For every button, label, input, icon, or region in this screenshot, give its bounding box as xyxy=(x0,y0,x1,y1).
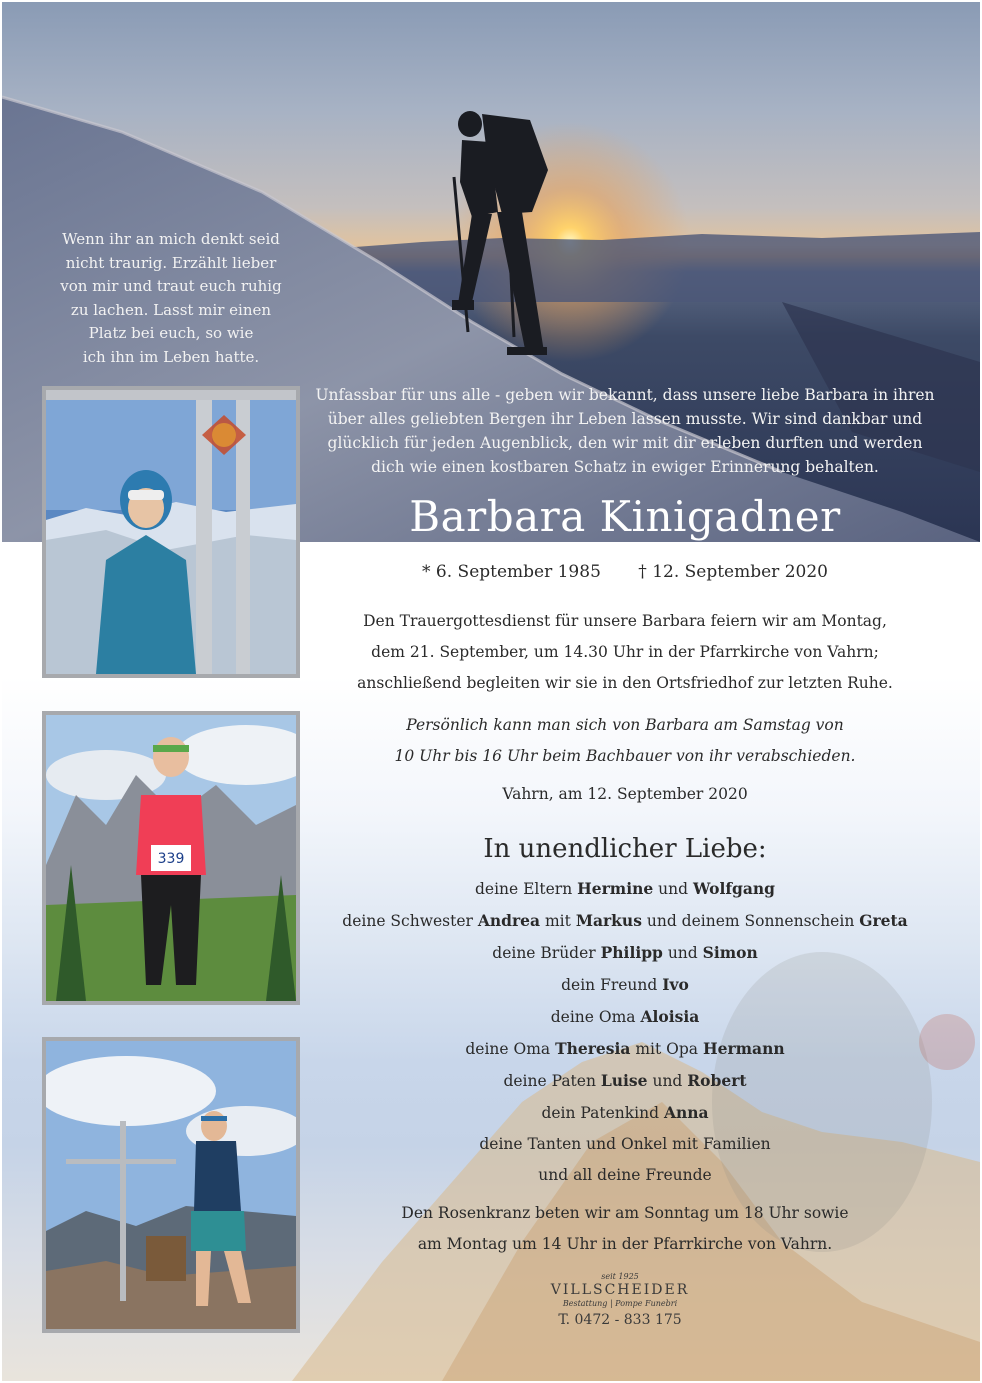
logo-phone: T. 0472 - 833 175 xyxy=(558,1312,682,1328)
quote-line: Wenn ihr an mich denkt seid xyxy=(62,230,280,248)
mourner-line xyxy=(310,1065,940,1097)
mourner-relation: mit xyxy=(540,912,576,930)
mourner-relation: deine Tanten und Onkel mit Familien xyxy=(479,1135,771,1153)
mourner-name: Greta xyxy=(859,911,908,930)
mourner-line xyxy=(310,1129,940,1160)
announcement-line: glücklich für jeden Augenblick, den wir mit dir erleben durften und werden xyxy=(327,434,923,452)
mourner-name: Luise xyxy=(600,1071,648,1090)
photo-summit-cross xyxy=(42,386,300,678)
quote-line: nicht traurig. Erzählt lieber xyxy=(65,253,277,272)
mourner-line xyxy=(310,969,940,1001)
mourner-name: Ivo xyxy=(662,975,689,994)
announcement-line: über alles geliebten Bergen ihr Leben lassen musste. Wir sind dankbar und xyxy=(327,410,923,428)
mourner-relation: und xyxy=(647,1072,688,1090)
rosary-line: Den Rosenkranz beten wir am Sonntag um 18 Uhr sowie xyxy=(401,1204,849,1222)
quote-line: Platz bei euch, so wie xyxy=(88,324,254,342)
logo-since: seit 1925 xyxy=(601,1272,639,1281)
mourner-relation: deine Paten xyxy=(503,1072,601,1090)
mourner-name: Wolfgang xyxy=(692,879,775,898)
mourner-line xyxy=(310,937,940,969)
mourner-relation: deine Oma xyxy=(465,1040,556,1058)
mourner-line xyxy=(310,905,940,937)
mourner-line xyxy=(310,1160,940,1191)
race-bib: 339 xyxy=(157,851,185,867)
mourner-name: Philipp xyxy=(600,943,663,962)
quote-line: von mir und traut euch ruhig xyxy=(60,277,282,295)
mourner-name: Robert xyxy=(687,1071,747,1090)
mourner-name: Hermann xyxy=(702,1039,785,1058)
mourner-name: Theresia xyxy=(555,1039,631,1058)
funeral-home-logo xyxy=(520,1272,720,1328)
birth-date: * 6. September 1985 xyxy=(422,562,601,582)
mourner-relation: dein Freund xyxy=(561,976,663,994)
mourner-name: Andrea xyxy=(477,911,541,930)
life-dates xyxy=(310,562,940,582)
memorial-quote xyxy=(38,228,304,369)
viewing-text xyxy=(330,710,920,772)
mourner-relation: mit Opa xyxy=(630,1040,703,1058)
mourner-name: Markus xyxy=(575,911,642,930)
quote-line: zu lachen. Lasst mir einen xyxy=(70,300,272,319)
service-line: anschließend begleiten wir sie in den Ortsfriedhof zur letzten Ruhe. xyxy=(357,674,893,692)
photo-cross-peak xyxy=(42,1037,300,1333)
quote-line: ich ihn im Leben hatte. xyxy=(82,347,260,366)
rosary-line: am Montag um 14 Uhr in der Pfarrkirche von Vahrn. xyxy=(417,1235,833,1253)
mourner-relation: und all deine Freunde xyxy=(538,1166,712,1184)
mourners-list xyxy=(310,873,940,1191)
viewing-line: 10 Uhr bis 16 Uhr beim Bachbauer von ihr verabschieden. xyxy=(394,747,856,765)
rosary-text xyxy=(330,1198,920,1260)
announcement-line: Unfassbar für uns alle - geben wir bekannt, dass unsere liebe Barbara in ihren xyxy=(315,386,935,404)
mourner-name: Anna xyxy=(663,1103,709,1122)
mourner-relation: und xyxy=(653,880,693,898)
logo-brand: VILLSCHEIDER xyxy=(550,1282,690,1298)
photo-trail-run xyxy=(42,711,300,1005)
mourner-relation: deine Schwester xyxy=(342,912,478,930)
mourner-relation: deine Eltern xyxy=(474,880,578,898)
deceased-name: Barbara Kinigadner xyxy=(409,492,841,541)
mourner-line xyxy=(310,1097,940,1129)
mourners-heading: In unendlicher Liebe: xyxy=(483,834,767,864)
mourner-relation: und xyxy=(662,944,703,962)
mourner-relation: dein Patenkind xyxy=(541,1104,664,1122)
mourner-relation: deine Brüder xyxy=(492,944,601,962)
funeral-service-text xyxy=(330,606,920,699)
place-date: Vahrn, am 12. September 2020 xyxy=(502,785,748,803)
viewing-line: Persönlich kann man sich von Barbara am Samstag von xyxy=(406,716,844,734)
mourner-line xyxy=(310,1033,940,1065)
death-announcement xyxy=(305,383,945,479)
mourner-relation: und deinem Sonnenschein xyxy=(641,912,860,930)
service-line: Den Trauergottesdienst für unsere Barbara feiern wir am Montag, xyxy=(363,612,887,630)
mourner-name: Aloisia xyxy=(640,1007,700,1026)
death-date: † 12. September 2020 xyxy=(638,562,828,582)
service-line: dem 21. September, um 14.30 Uhr in der Pfarrkirche von Vahrn; xyxy=(371,643,879,661)
mourner-line xyxy=(310,873,940,905)
mourner-name: Simon xyxy=(702,943,758,962)
announcement-line: dich wie einen kostbaren Schatz in ewiger Erinnerung behalten. xyxy=(371,458,879,476)
mourner-relation: deine Oma xyxy=(550,1008,641,1026)
logo-subtitle: Bestattung | Pompe Funebri xyxy=(562,1299,678,1308)
mourner-name: Hermine xyxy=(577,879,654,898)
mourner-line xyxy=(310,1001,940,1033)
